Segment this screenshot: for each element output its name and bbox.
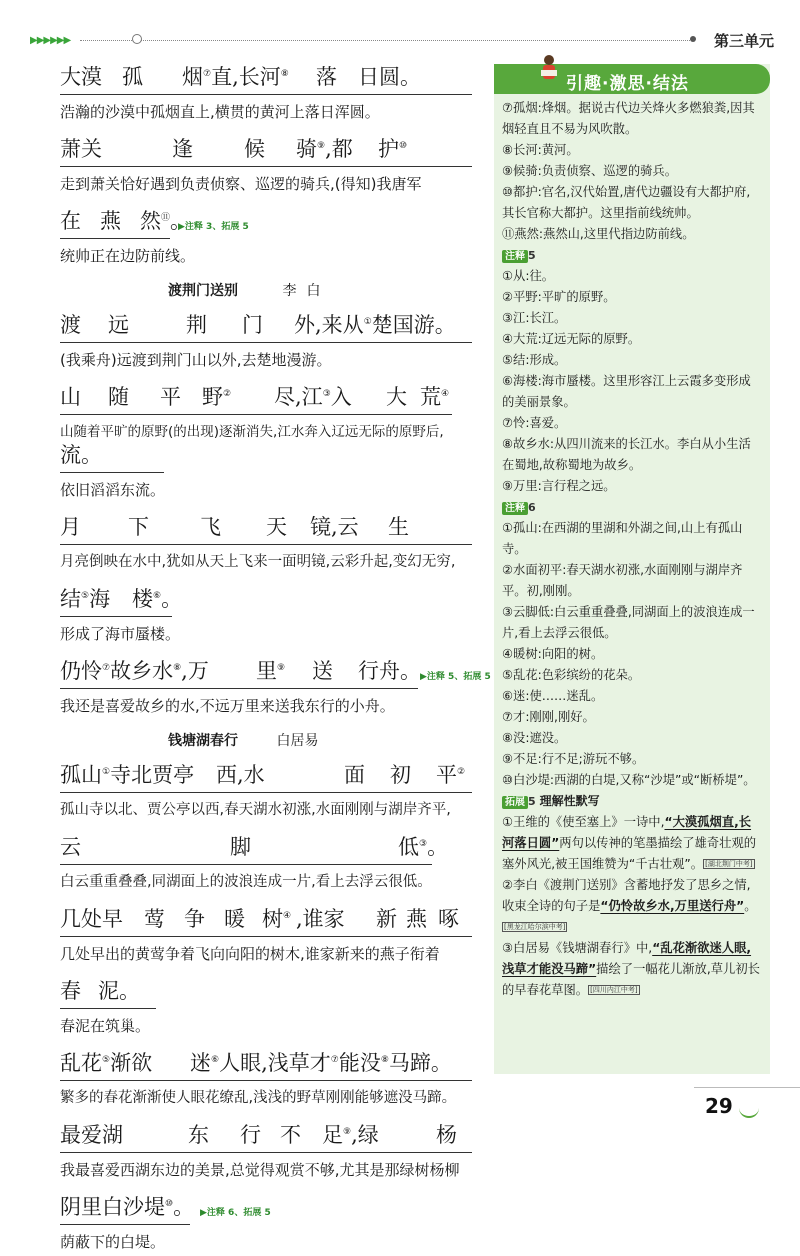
poem-text: 迷⑥人眼,浅草才⑦能没⑧马蹄。: [190, 1051, 452, 1075]
poem-text: 山: [60, 385, 81, 409]
note-item: ⑩都护:官名,汉代始置,唐代边疆设有大都护府,其长官称大都护。这里指前线统帅。: [502, 185, 751, 220]
poem-text: 外,来从①楚国游。: [294, 313, 456, 337]
poem-text: 初: [390, 763, 411, 787]
note-section-header: [502, 497, 762, 518]
poem-text: 杨: [436, 1123, 457, 1147]
poem-text: 低③。: [398, 835, 449, 859]
note-item: ①从:往。: [502, 269, 555, 283]
poem-author: 白居易: [276, 733, 319, 749]
poem-line: [60, 1112, 472, 1153]
poem-text: 仍怜⑦故乡水⑧,万: [60, 659, 209, 683]
poem-text: 远: [108, 313, 129, 337]
page-mark-icon: [739, 1106, 759, 1118]
poem-text: 树④: [262, 907, 292, 931]
poem-text: 暖: [224, 907, 245, 931]
note-item: ⑥海楼:海市蜃楼。这里形容江上云霞多变形成的美丽景象。: [502, 374, 751, 409]
poem-title: 渡荆门送别: [168, 283, 238, 299]
poem-text: 平②: [436, 763, 466, 787]
poem-text: 足⑨,绿: [322, 1123, 379, 1147]
extension-title: 理解性默写: [539, 794, 600, 808]
poem-text: 东: [188, 1123, 209, 1147]
handwritten-answer: “仍怜故乡水,万里送行舟”: [600, 899, 745, 913]
note-item: ⑦孤烟:烽烟。据说古代边关烽火多燃狼粪,因其烟轻直且不易为风吹散。: [502, 101, 755, 136]
notes-panel: [494, 64, 770, 1074]
poem-line: [60, 374, 452, 415]
poem-text: 阴里白沙堤⑩。: [60, 1195, 195, 1219]
translation-text: 几处早出的黄莺争着飞向向阳的树木,谁家新来的燕子衔着: [60, 945, 440, 963]
poem-text: 月: [60, 515, 81, 539]
header-arrows-icon: ▶▶▶▶▶▶: [30, 35, 71, 46]
poem-title-line: [60, 270, 472, 302]
translation-text: 荫蔽下的白堤。: [60, 1233, 166, 1251]
poem-text: 天: [266, 515, 287, 539]
poem-text: 乱花⑤渐欲: [60, 1051, 153, 1075]
translation-text: 繁多的春花渐渐使人眼花缭乱,浅浅的野草刚刚能够遮没马蹄。: [60, 1090, 457, 1106]
translation-text: 走到萧关恰好遇到负责侦察、巡逻的骑兵,(得知)我唐军: [60, 175, 422, 193]
handwritten-answer: “乱花渐欲迷人眼,浅草才能没马蹄”: [502, 941, 752, 976]
poem-text: 候: [244, 137, 265, 161]
note-item: ⑧故乡水:从四川流来的长江水。李白从小生活在蜀地,故称蜀地为故乡。: [502, 437, 751, 472]
poem-text: 荒④: [420, 385, 450, 409]
poem-text: ,谁家: [296, 907, 345, 931]
reader-figure-icon: [540, 54, 558, 86]
note-item: ①孤山:在西湖的里湖和外湖之间,山上有孤山寺。: [502, 521, 743, 556]
note-item: ⑨万里:言行程之远。: [502, 479, 616, 493]
poem-text: 逢: [172, 137, 193, 161]
poem-text: 镜,云: [310, 515, 359, 539]
poem-text: 春: [60, 979, 81, 1003]
poem-text: 大: [386, 385, 407, 409]
poem-text: 护⑩: [378, 137, 408, 161]
exercise-item: ③白居易《钱塘湖春行》中,“乱花渐欲迷人眼,浅草才能没马蹄”描绘了一幅花儿渐放,草儿初长的早春花草图。 [四川内江中考]: [502, 941, 760, 997]
poem-text: 孤山①寺北贾亭: [60, 763, 195, 787]
note-item: ⑨不足:行不足;游玩不够。: [502, 752, 645, 766]
poem-text: 随: [108, 385, 129, 409]
poem-text: 燕: [406, 907, 427, 931]
extension-tag: 拓展: [502, 796, 528, 809]
poem-text: 燕: [100, 209, 121, 233]
poem-line: [60, 443, 164, 473]
poem-title-line: [60, 720, 472, 752]
header-circle-icon: [132, 34, 142, 44]
note-tag-number: 5: [528, 249, 536, 262]
poem-text: 流。: [60, 443, 102, 467]
poem-text: 啄: [438, 907, 459, 931]
translation-text: 春泥在筑巢。: [60, 1017, 151, 1035]
header-rule: [80, 40, 692, 41]
translation-text: 白云重重叠叠,同湖面上的波浪连成一片,看上去浮云很低。: [60, 874, 432, 890]
poem-text: 里⑨: [256, 659, 286, 683]
poem-text: 下: [128, 515, 149, 539]
poem-text: 在: [60, 209, 81, 233]
poem-line: [60, 824, 449, 865]
poem-text: 西,水: [216, 763, 265, 787]
note-reference: ▶注释 5、拓展 5: [420, 672, 491, 682]
poem-text: 结⑤海: [60, 587, 111, 611]
note-item: ⑤乱花:色彩缤纷的花朵。: [502, 668, 641, 682]
translation-text: (我乘舟)远渡到荆门山以外,去楚地漫游。: [60, 351, 332, 369]
poem-text: 泥。: [98, 979, 140, 1003]
note-item: ②平野:平旷的原野。: [502, 290, 616, 304]
extension-header: [502, 791, 762, 812]
poem-title: 钱塘湖春行: [168, 733, 238, 749]
poem-text: 不: [280, 1123, 301, 1147]
translation-text: 统帅正在边防前线。: [60, 247, 196, 265]
note-item: ③云脚低:白云重重叠叠,同湖面上的波浪连成一片,看上去浮云很低。: [502, 605, 755, 640]
translation-text: 山随着平旷的原野(的出现)逐渐消失,江水奔入辽远无际的原野后,: [60, 424, 444, 440]
poem-line: [60, 1040, 472, 1081]
poem-text: 最爱湖: [60, 1123, 123, 1147]
poem-text: 楼⑥。: [132, 587, 183, 611]
poem-text: 莺: [144, 907, 165, 931]
note-item: ⑤结:形成。: [502, 353, 567, 367]
poem-text: 新: [376, 907, 397, 931]
page-number: 29: [705, 1094, 733, 1118]
note-item: ③江:长江。: [502, 311, 567, 325]
poem-text: 行舟。: [358, 659, 421, 683]
poem-line: [60, 1184, 271, 1225]
poem-text: 荆: [186, 313, 207, 337]
translation-text: 浩瀚的沙漠中孤烟直上,横贯的黄河上落日浑圆。: [60, 103, 380, 121]
note-reference: ▶注释 3、拓展 5: [178, 222, 249, 232]
translation-text: 形成了海市蜃楼。: [60, 625, 181, 643]
poem-text: 飞: [200, 515, 221, 539]
poem-text: 平: [160, 385, 181, 409]
extension-tag-number: 5: [528, 795, 536, 808]
poem-text: 落: [316, 65, 337, 89]
poem-text: 萧关: [60, 137, 102, 161]
poem-text: 渡: [60, 313, 81, 337]
note-item: ⑧长河:黄河。: [502, 143, 579, 157]
exercise-item: ②李白《渡荆门送别》含蓄地抒发了思乡之情,收束全诗的句子是“仍怜故乡水,万里送行舟”。[黑龙江哈尔滨中考]: [502, 878, 757, 931]
poem-text: 面: [344, 763, 365, 787]
source-tag: [四川内江中考]: [590, 986, 638, 994]
poem-text: 大漠: [60, 65, 102, 89]
translation-text: 我最喜爱西湖东边的美景,总觉得观赏不够,尤其是那绿树杨柳: [60, 1161, 460, 1179]
note-item: ⑧没:遮没。: [502, 731, 567, 745]
poem-line: [60, 126, 472, 167]
note-item: ④大荒:辽远无际的原野。: [502, 332, 641, 346]
poem-line: [60, 968, 156, 1009]
source-tag: [湖北荆门中考]: [705, 860, 753, 868]
unit-label: 第三单元: [713, 32, 774, 50]
translation-text: 月亮倒映在水中,犹如从天上飞来一面明镜,云彩升起,变幻无穷,: [60, 554, 456, 570]
poem-line: [60, 302, 472, 343]
note-section-header: [502, 245, 762, 266]
poem-line: [60, 198, 249, 239]
poem-text: 野②: [202, 385, 232, 409]
translation-text: 孤山寺以北、贾公亭以西,春天湖水初涨,水面刚刚与湖岸齐平,: [60, 802, 451, 818]
note-item: ⑨候骑:负责侦察、巡逻的骑兵。: [502, 164, 678, 178]
note-item: ⑪燕然:燕然山,这里代指边防前线。: [502, 227, 695, 241]
poem-text: 争: [184, 907, 205, 931]
poem-line: [60, 576, 183, 617]
poem-text: 然⑪。: [140, 209, 192, 233]
poem-text: 送: [312, 659, 333, 683]
handwritten-answer: “大漠孤烟直,长河落日圆”: [502, 815, 752, 850]
poem-line: [60, 752, 472, 793]
poem-text: 孤: [122, 65, 143, 89]
poem-text: 云: [60, 835, 81, 859]
notes-banner: [494, 64, 770, 94]
note-item: ②水面初平:春天湖水初涨,水面刚刚与湖岸齐平。初,刚刚。: [502, 563, 743, 598]
poem-text: 行: [240, 1123, 261, 1147]
note-item: ⑦怜:喜爱。: [502, 416, 567, 430]
header-dot-icon: [690, 36, 696, 42]
poem-author: 李白: [282, 283, 331, 299]
poem-text: 门: [242, 313, 263, 337]
notes-body: [494, 94, 770, 1001]
poem-translation-column: [60, 54, 491, 1256]
note-item: ⑩白沙堤:西湖的白堤,又称“沙堤”或“断桥堤”。: [502, 773, 756, 787]
note-tag-number: 6: [528, 501, 536, 514]
translation-text: 依旧滔滔东流。: [60, 481, 166, 499]
note-item: ⑥迷:使……迷乱。: [502, 689, 604, 703]
poem-text: 脚: [230, 835, 251, 859]
poem-line: [60, 504, 472, 545]
poem-text: 几处早: [60, 907, 123, 931]
poem-text: 烟⑦直,长河⑧: [182, 65, 289, 89]
translation-text: 我还是喜爱故乡的水,不远万里来送我东行的小舟。: [60, 697, 395, 715]
poem-text: 骑⑨,都: [296, 137, 353, 161]
exercise-item: ①王维的《使至塞上》一诗中,“大漠孤烟直,长河落日圆”两句以传神的笔墨描绘了雄奇壮观的塞外风光,被王国维赞为“千古壮观”。 [湖北荆门中考]: [502, 815, 757, 871]
source-tag: [黑龙江哈尔滨中考]: [504, 923, 566, 931]
note-reference: ▶注释 6、拓展 5: [200, 1208, 271, 1218]
poem-text: 生: [388, 515, 409, 539]
poem-text: 日圆。: [358, 65, 421, 89]
note-item: ④暖树:向阳的树。: [502, 647, 604, 661]
note-tag: 注释: [502, 250, 528, 263]
poem-text: 尽,江③入: [274, 385, 352, 409]
poem-line: [60, 54, 472, 95]
banner-title: 引趣·激思·结法: [566, 74, 689, 94]
poem-line: [60, 648, 491, 689]
footer-rule: [694, 1087, 800, 1088]
note-tag: 注释: [502, 502, 528, 515]
note-item: ⑦才:刚刚,刚好。: [502, 710, 595, 724]
poem-line: [60, 896, 472, 937]
